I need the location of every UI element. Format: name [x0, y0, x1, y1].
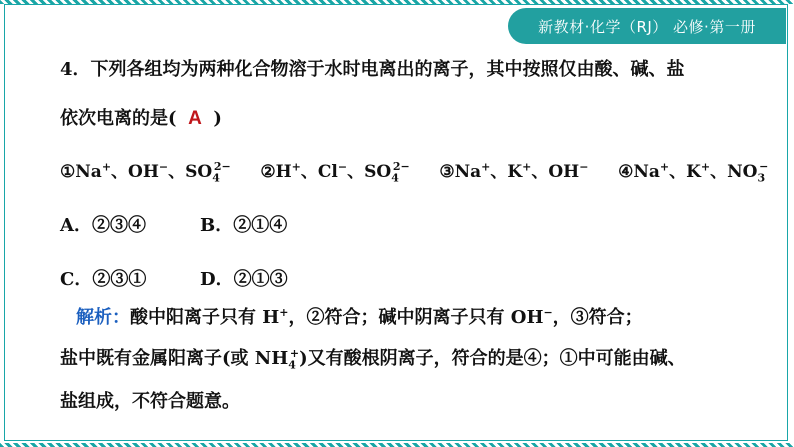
header-label: 新教材·化学（RJ） 必修·第一册	[538, 17, 756, 36]
option-b: B．②①④	[200, 215, 288, 236]
options-row-1	[60, 214, 287, 238]
question-line-1: 4．下列各组均为两种化合物溶于水时电离出的离子，其中按照仅由酸、碱、盐	[60, 59, 685, 80]
question-line-2-suffix: )	[213, 108, 222, 129]
analysis-line-2: 盐中既有金属阳离子(或 $NH_4^+$)又有酸根阴离子，符合的是④；①中可能由碱、	[60, 347, 686, 372]
question-line-2-prefix: 依次电离的是(	[60, 108, 177, 129]
ion-group-3: ③Na+、K+、OH−	[439, 160, 589, 182]
header-tab	[508, 8, 786, 44]
option-d: D．②①③	[200, 269, 288, 290]
options-row-2	[60, 268, 288, 292]
option-a: A．②③④	[60, 215, 146, 236]
ion-group-2: ②H+、Cl−、$SO_4^{2-}$	[260, 160, 410, 185]
analysis-label: 解析：	[76, 307, 130, 328]
ion-group-1: ①Na+、OH−、$SO_4^{2-}$	[60, 160, 231, 185]
answer-letter: A	[188, 108, 202, 129]
ion-group-4: ④Na+、K+、$NO_3^-$	[618, 160, 769, 185]
analysis-line-1: 解析：酸中阳离子只有 H+，②符合；碱中阴离子只有 OH−，③符合；	[76, 306, 643, 328]
analysis-line-3: 盐组成，不符合题意。	[60, 391, 240, 412]
bottom-border-stripe	[0, 443, 794, 447]
option-c: C．②③①	[60, 269, 147, 290]
question-line-2	[60, 107, 222, 131]
ion-groups-line	[60, 160, 768, 184]
